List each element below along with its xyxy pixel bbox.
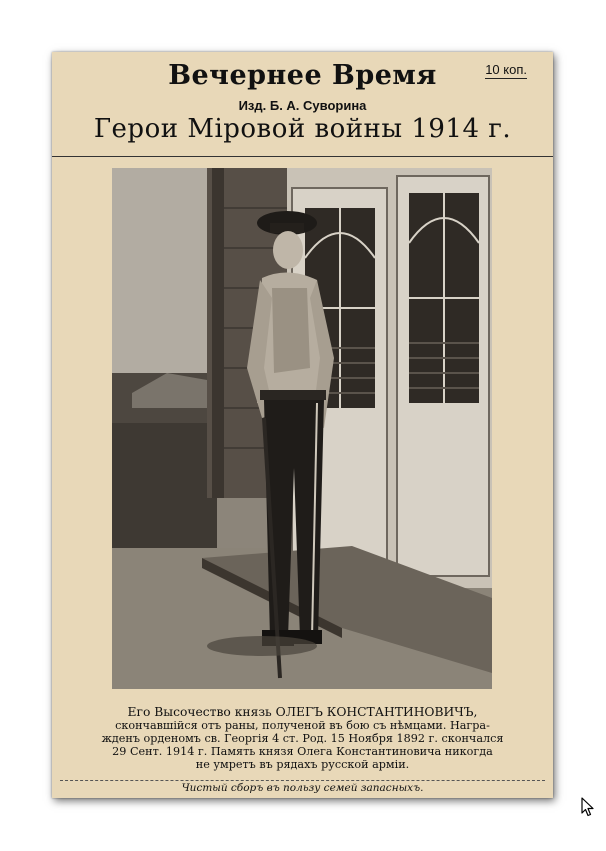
- caption-line: жденъ орденомъ св. Георгія 4 ст. Род. 15 Ноября 1892 г. скончался: [101, 732, 504, 745]
- caption-line: не умретъ въ рядахъ русской арміи.: [195, 758, 410, 771]
- newspaper-masthead: Вечернее Время: [168, 60, 437, 91]
- portrait-photograph: [112, 168, 492, 689]
- series-title: Герои Міровой войны 1914 г.: [93, 114, 512, 144]
- publisher-line: Изд. Б. А. Суворина: [238, 98, 367, 113]
- footer-divider: [60, 780, 545, 781]
- header-divider: [52, 156, 553, 157]
- mouse-pointer-icon: [581, 797, 595, 817]
- caption-text: [64, 706, 541, 771]
- postcard: [52, 52, 553, 798]
- caption-line: Его Высочество князь ОЛЕГЪ КОНСТАНТИНОВИЧЪ,: [127, 705, 478, 719]
- caption-line: скончавшійся отъ раны, полученой въ бою съ нѣмцами. Награ-: [115, 719, 490, 732]
- price-label: 10 коп.: [485, 62, 527, 77]
- caption-line: 29 Сент. 1914 г. Память князя Олега Константиновича никогда: [112, 745, 493, 758]
- charity-note: Чистый сборъ въ пользу семей запасныхъ.: [181, 782, 424, 794]
